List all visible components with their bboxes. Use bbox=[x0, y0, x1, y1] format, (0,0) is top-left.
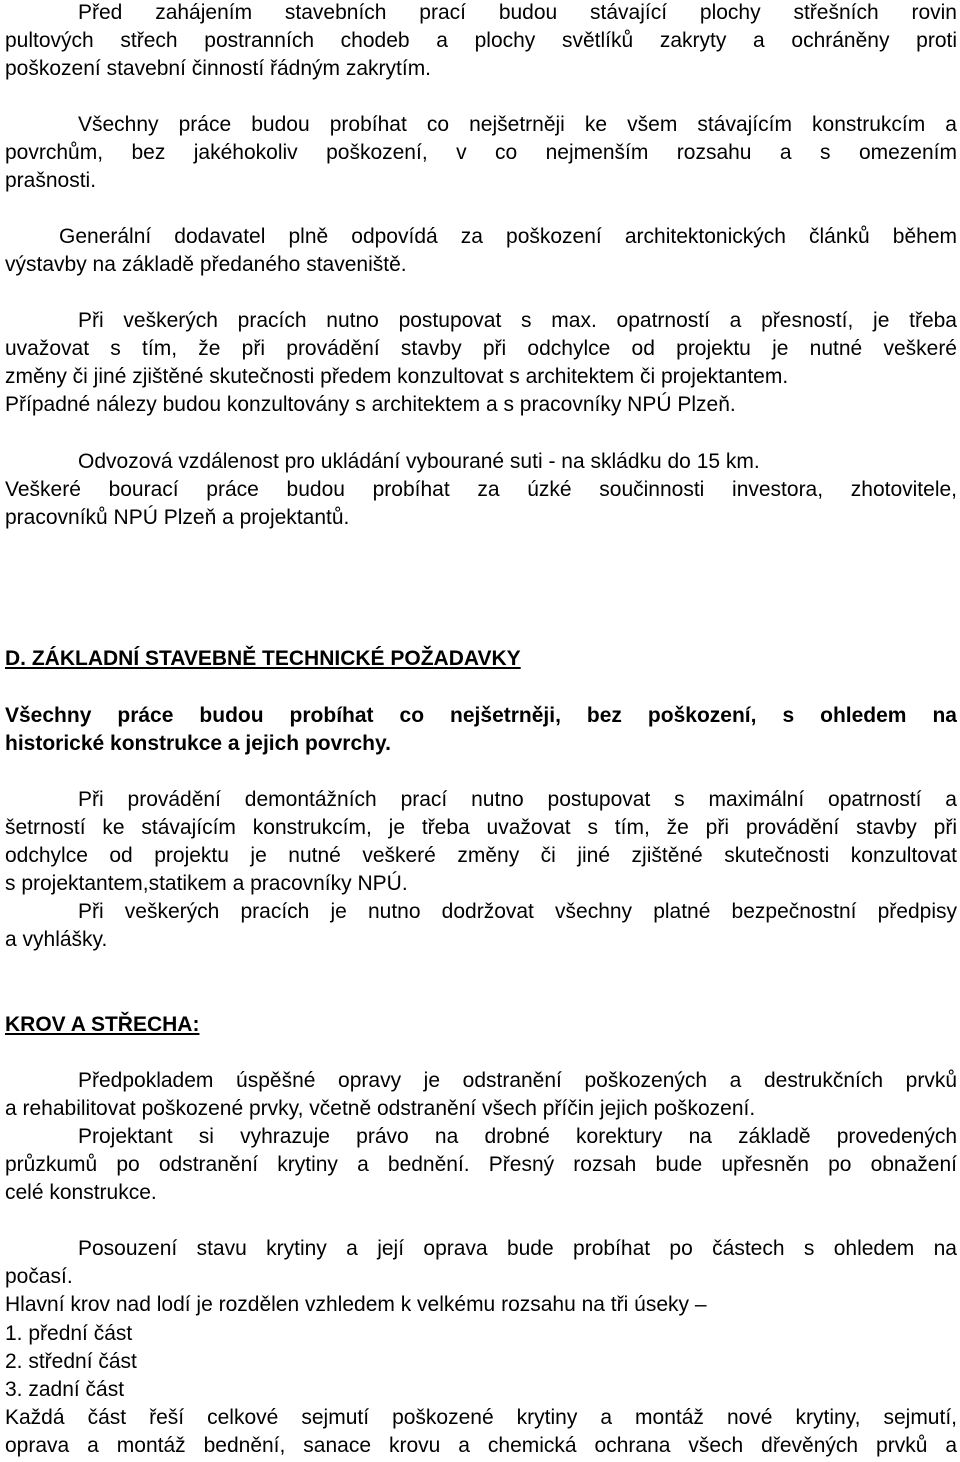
text-line: šetrností ke stávajícím konstrukcím, je třeba uvažovat s tím, že při provádění stavby při bbox=[5, 816, 957, 839]
text-line: Před zahájením stavebních prací budou stávající plochy střešních rovin bbox=[78, 1, 957, 24]
text-line: Posouzení stavu krytiny a její oprava bude probíhat po částech s ohledem na bbox=[78, 1237, 957, 1260]
text-line: Generální dodavatel plně odpovídá za poškození architektonických článků během bbox=[59, 225, 957, 248]
text-line: 2. střední část bbox=[5, 1350, 137, 1373]
text-line: Všechny práce budou probíhat co nejšetrněji ke všem stávajícím konstrukcím a bbox=[78, 113, 957, 136]
text-line: a rehabilitovat poškozené prvky, včetně odstranění všech příčin jejich poškození. bbox=[5, 1097, 756, 1120]
text-line: a vyhlášky. bbox=[5, 928, 108, 951]
text-line: prašnosti. bbox=[5, 169, 97, 192]
text-line: celé konstrukce. bbox=[5, 1181, 157, 1204]
text-line: Při provádění demontážních prací nutno postupovat s maximální opatrností a bbox=[78, 788, 957, 811]
text-line: 3. zadní část bbox=[5, 1378, 125, 1401]
text-line: počasí. bbox=[5, 1265, 73, 1288]
text-line: KROV A STŘECHA: bbox=[5, 1013, 200, 1036]
text-line: výstavby na základě předaného staveniště. bbox=[5, 253, 407, 276]
text-line: D. ZÁKLADNÍ STAVEBNĚ TECHNICKÉ POŽADAVKY bbox=[5, 647, 521, 670]
text-line: 1. přední část bbox=[5, 1322, 133, 1345]
text-line: uvažovat s tím, že při provádění stavby při odchylce od projektu je nutné veškeré bbox=[5, 337, 957, 360]
text-line: poškození stavební činností řádným zakrytím. bbox=[5, 57, 432, 80]
text-line: historické konstrukce a jejich povrchy. bbox=[5, 732, 391, 755]
text-line: s projektantem,statikem a pracovníky NPÚ. bbox=[5, 872, 408, 895]
text-line: Předpokladem úspěšné opravy je odstranění poškozených a destrukčních prvků bbox=[78, 1069, 957, 1092]
text-line: změny či jiné zjištěné skutečnosti předem konzultovat s architektem či projektantem. bbox=[5, 365, 789, 388]
text-line: průzkumů po odstranění krytiny a bednění. Přesný rozsah bude upřesněn po obnažení bbox=[5, 1153, 957, 1176]
text-line: Každá část řeší celkové sejmutí poškozené krytiny a montáž nové krytiny, sejmutí, bbox=[5, 1406, 957, 1429]
text-line: Všechny práce budou probíhat co nejšetrněji, bez poškození, s ohledem na bbox=[5, 704, 957, 727]
text-line: Hlavní krov nad lodí je rozdělen vzhledem k velkému rozsahu na tři úseky – bbox=[5, 1293, 707, 1316]
text-line: pultových střech postranních chodeb a plochy světlíků zakryty a ochráněny proti bbox=[5, 29, 957, 52]
text-line: Při veškerých pracích je nutno dodržovat všechny platné bezpečnostní předpisy bbox=[78, 900, 957, 923]
text-line: Případné nálezy budou konzultovány s architektem a s pracovníky NPÚ Plzeň. bbox=[5, 393, 736, 416]
text-line: Odvozová vzdálenost pro ukládání vybourané suti - na skládku do 15 km. bbox=[78, 450, 760, 473]
text-line: odchylce od projektu je nutné veškeré změny či jiné zjištěné skutečnosti konzultovat bbox=[5, 844, 957, 867]
text-line: povrchům, bez jakéhokoliv poškození, v co nejmenším rozsahu a s omezením bbox=[5, 141, 957, 164]
text-line: oprava a montáž bednění, sanace krovu a chemická ochrana všech dřevěných prvků a bbox=[5, 1434, 957, 1457]
text-line: Veškeré bourací práce budou probíhat za úzké součinnosti investora, zhotovitele, bbox=[5, 478, 957, 501]
text-line: Při veškerých pracích nutno postupovat s max. opatrností a přesností, je třeba bbox=[78, 309, 957, 332]
text-line: pracovníků NPÚ Plzeň a projektantů. bbox=[5, 506, 350, 529]
text-line: Projektant si vyhrazuje právo na drobné korektury na základě provedených bbox=[78, 1125, 957, 1148]
